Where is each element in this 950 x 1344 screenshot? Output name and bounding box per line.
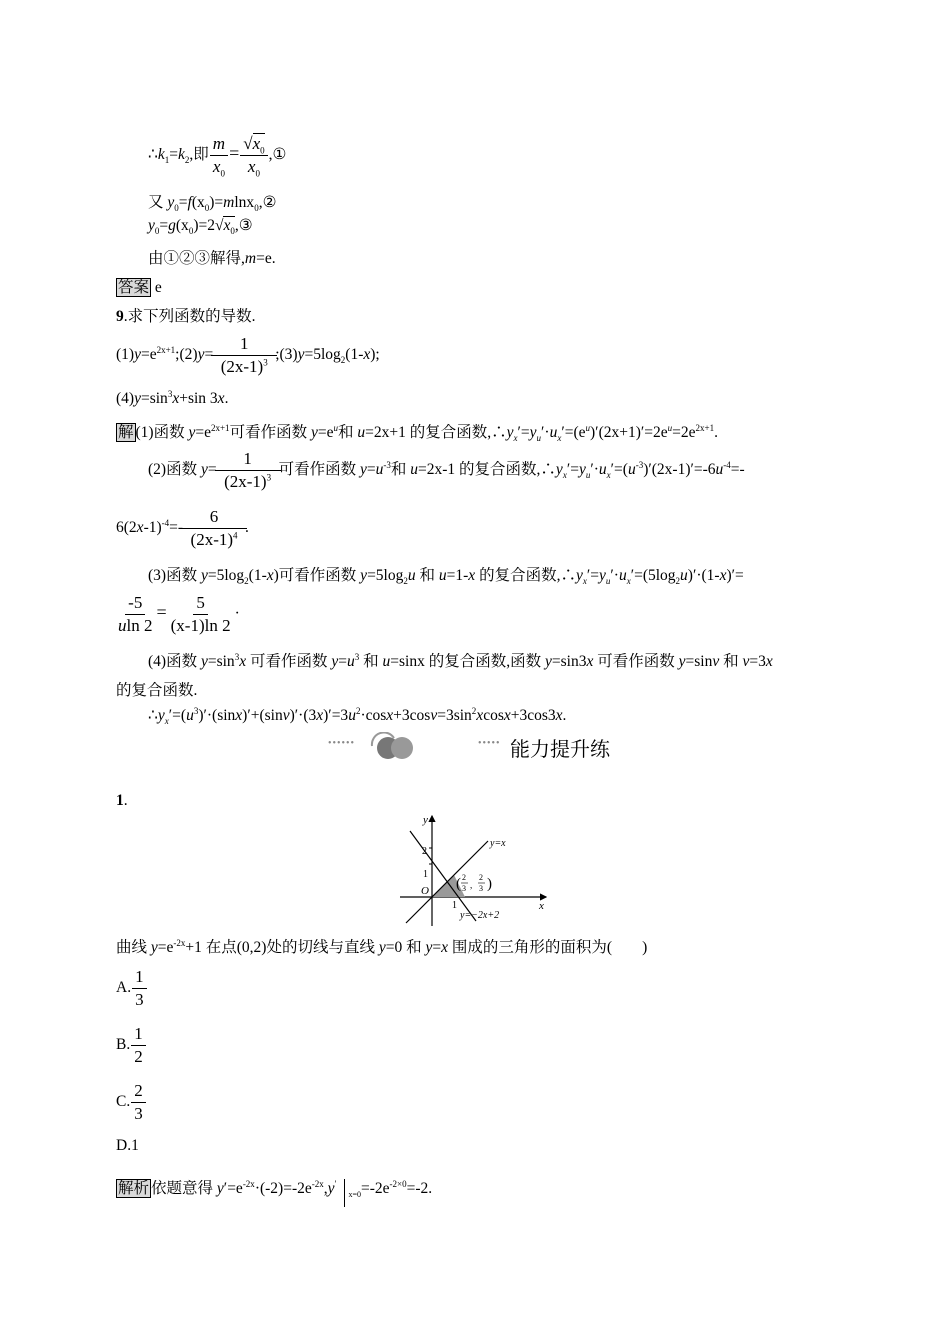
solution-9-part-4: (4)函数 $y=\sin^3x$ 可看作函数 $y=u^3$ 和 u=sinx 的复合函数,函数 y=sin3x 可看作函数 y=sinv 和 v=3x xyxy=(148,651,773,670)
solution-9-part-2-cont: $6(2x-1)^{-4}=-$ $\frac{6}{(2x-1)^4}$ . xyxy=(116,507,249,549)
fraction-m-over-x0: $\frac{m}{x_0}$ xyxy=(210,133,228,178)
solution-9-conclusion: $\therefore y_x'=(u^3)'\cdot(\sin x)'+(\sin v)'\cdot(3x)'=3u^2\cdot\cos x+3\cos v=3\sin^2xcosx+3\cos 3x$. xyxy=(148,705,567,727)
derivation-line-1: $\therefore k_1=k_2$,即 $\frac{m}{x_0}$ = $\frac{√x_0}{x_0}$ ,① xyxy=(148,134,287,179)
line-label-y-eq-x: y=x xyxy=(490,838,506,849)
tick-label-y1: 1 xyxy=(423,869,428,880)
question-1-number: 1. xyxy=(116,792,128,809)
derivation-line-2: 又 $y_0=f(x_0)=mlnx_0,②$ xyxy=(148,194,277,214)
x-axis-label: x xyxy=(539,900,544,912)
svg-text:): ) xyxy=(487,876,492,892)
solution-9-part-3-cont: $\frac{-5}{uln 2}$ = $\frac{5}{(x-1)\ln 2}$ · xyxy=(114,592,240,637)
function-graph xyxy=(396,810,556,930)
option-c[interactable]: C. $\frac{2}{3}$ xyxy=(116,1080,147,1125)
solution-9-part-4-cont: 的复合函数. xyxy=(116,682,198,699)
tick-label-y2: 2 xyxy=(422,846,427,857)
y-axis-label: y xyxy=(423,814,428,826)
analysis-tag: 解析 xyxy=(118,1180,150,1197)
solution-9-part-2: (2)函数 y= $\frac{1}{(2x-1)^3}$ 可看作函数 $y=u^{-3}$和 u=2x-1 的复合函数$,\therefore y_x'=y_u'\cdot u_x'=(u^{-3})'(2x-1)'=-6u^{-4}=-$ xyxy=(148,449,745,491)
banner-dots-left: •••••• xyxy=(328,738,356,749)
point-y-den: 3 xyxy=(479,884,483,893)
point-x-num: 2 xyxy=(462,873,466,882)
fraction-neg5-over-u-ln2: $\frac{-5}{uln 2}$ xyxy=(118,593,153,635)
fraction-1-over-2x-1-cubed-sol: $\frac{1}{(2x-1)^3}$ xyxy=(218,448,278,493)
svg-text:,: , xyxy=(470,880,473,890)
question-9-part-4: $(4)y=\sin^3x+\sin$ 3x. xyxy=(116,388,229,407)
banner-dots-right: ••••• xyxy=(478,738,501,749)
answer-value: e xyxy=(154,279,162,296)
section-title: 能力提升练 xyxy=(510,737,610,761)
line-y-eq-neg2x-plus-2 xyxy=(410,831,476,921)
solution-9-part-3: (3)函数 $y=5\log_2(1-x)$可看作函数 $y=5\log_2u$ 和 u=1-x 的复合函数$,\therefore y_x'=y_u'\cdot u_x'=(5\log_2u)'\cdot(1-x)'=$ xyxy=(148,567,744,587)
option-b[interactable]: B. $\frac{1}{2}$ xyxy=(116,1023,147,1068)
point-x-den: 3 xyxy=(462,884,466,893)
option-d[interactable]: D.1 xyxy=(116,1137,139,1154)
question-1-stem: 曲线 $y=e^{-2x}+1$ 在点(0,2)处的切线与直线 y=0 和 y=x 围成的三角形的面积为( ) xyxy=(116,937,648,956)
section-banner xyxy=(328,732,628,762)
origin-label: O xyxy=(421,885,429,897)
solution-tag: 解 xyxy=(118,424,134,441)
solution-9-part-1: 解 (1)函数 $y=e^{2x+1}$可看作函数 $y=e^u$和 u=2x+1 的复合函数$,\therefore y_x'=y_u'\cdot u_x'=(e^u)'(2x+1)'=2e^u=2e^{2x+1}$. xyxy=(118,422,718,444)
svg-text:(: ( xyxy=(456,876,461,892)
line-label-y-eq-neg2x-plus-2: y=−2x+2 xyxy=(460,910,500,921)
derivation-line-4: 由①②③解得,m=e. xyxy=(148,250,276,267)
analysis-line: 解析 依题意得 $y'=e^{-2x}\cdot(-2)=-2e^{-2x},y'_{x=0}=-2e^{-2\times 0}=-2$. xyxy=(116,1176,432,1207)
fraction-sqrt-x0-over-x0: $\frac{√x_0}{x_0}$ xyxy=(240,133,267,178)
tick-label-x1: 1 xyxy=(452,900,457,911)
option-a[interactable]: A. $\frac{1}{3}$ xyxy=(116,966,148,1011)
answer-tag: 答案 xyxy=(118,279,150,296)
answer-line xyxy=(116,275,162,297)
fraction-5-over-x-1-ln2: $\frac{5}{(x-1)\ln 2}$ xyxy=(170,593,231,635)
fraction-1-over-2x-1-cubed: $\frac{1}{(2x-1)^3}$ xyxy=(214,333,274,378)
question-9-title: 9.求下列函数的导数. xyxy=(116,308,256,325)
point-y-num: 2 xyxy=(479,873,483,882)
derivation-line-3: $y_0=g(x_0)=2√x_0,③$ xyxy=(148,217,253,237)
banner-circles-icon xyxy=(366,732,422,762)
question-9-parts-1-3: $(1)y=e^{2x+1};(2)y=$ $\frac{1}{(2x-1)^3}$ $;(3)y=5\log_2(1-x)$; xyxy=(116,334,380,376)
fraction-6-over-2x-1-4: $\frac{6}{(2x-1)^4}$ xyxy=(184,506,244,551)
